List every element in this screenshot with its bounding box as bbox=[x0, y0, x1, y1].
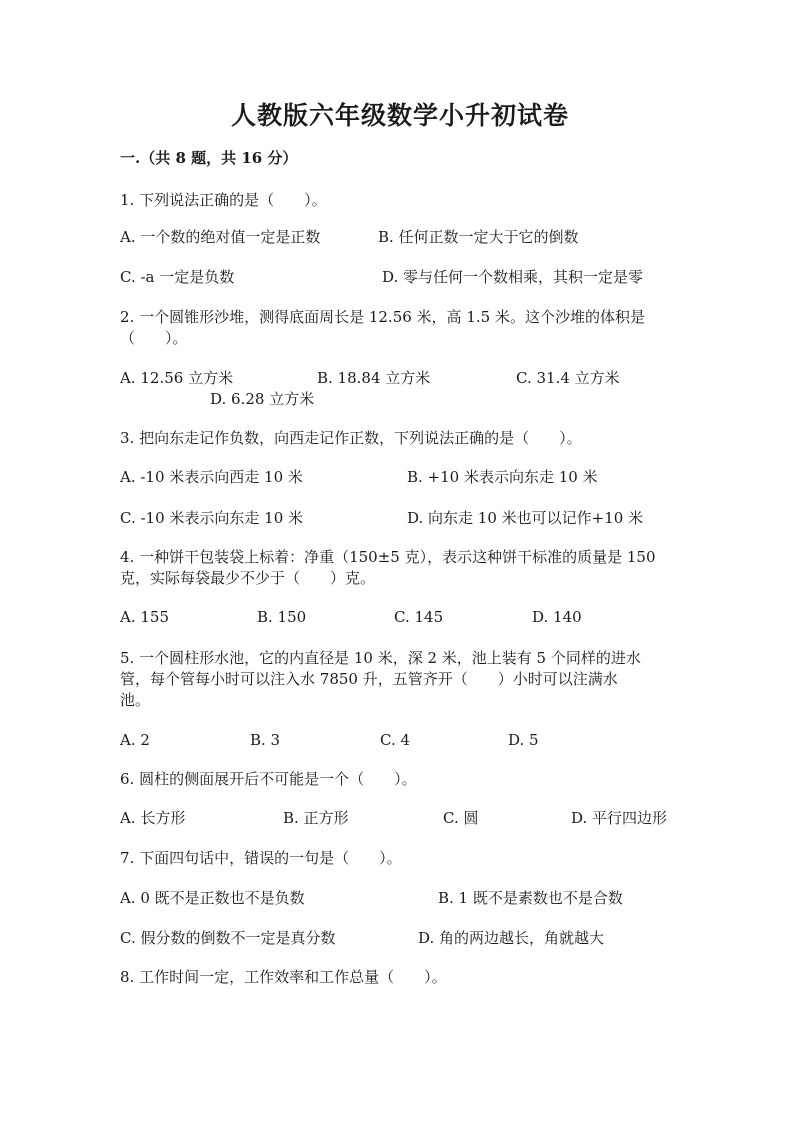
question-3-option-a: A. -10 米表示向西走 10 米 bbox=[120, 468, 303, 486]
question-8-stem: 8. 工作时间一定，工作效率和工作总量（ ）。 bbox=[120, 968, 447, 986]
question-1-option-a: A. 一个数的绝对值一定是正数 bbox=[120, 228, 321, 246]
question-2-option-a: A. 12.56 立方米 bbox=[120, 369, 234, 387]
question-4-stem-line-2: 克，实际每袋最少不少于（ ）克。 bbox=[120, 569, 376, 587]
question-7-option-c: C. 假分数的倒数不一定是真分数 bbox=[120, 929, 336, 947]
question-5-stem-line-2: 管，每个管每小时可以注入水 7850 升，五管齐开（ ）小时可以注满水 bbox=[120, 670, 618, 688]
question-3-option-d: D. 向东走 10 米也可以记作+10 米 bbox=[407, 509, 644, 527]
question-4-option-d: D. 140 bbox=[532, 608, 582, 626]
question-1-option-c: C. -a 一定是负数 bbox=[120, 268, 235, 286]
question-4-option-b: B. 150 bbox=[257, 608, 307, 626]
question-5-option-d: D. 5 bbox=[508, 731, 539, 749]
question-4-stem-line-1: 4. 一种饼干包装袋上标着：净重（150±5 克），表示这种饼干标准的质量是 150 bbox=[120, 548, 656, 566]
page-title: 人教版六年级数学小升初试卷 bbox=[230, 101, 569, 130]
question-2-stem-line-1: 2. 一个圆锥形沙堆，测得底面周长是 12.56 米，高 1.5 米。这个沙堆的体积是 bbox=[120, 308, 645, 326]
question-4-option-c: C. 145 bbox=[394, 608, 444, 626]
question-7-option-d: D. 角的两边越长，角就越大 bbox=[418, 929, 605, 947]
section-heading: 一.（共 8 题，共 16 分） bbox=[120, 149, 298, 167]
question-6-option-d: D. 平行四边形 bbox=[571, 809, 668, 827]
question-2-option-b: B. 18.84 立方米 bbox=[317, 369, 431, 387]
question-7-stem: 7. 下面四句话中，错误的一句是（ ）。 bbox=[120, 849, 402, 867]
question-5-stem-line-1: 5. 一个圆柱形水池，它的内直径是 10 米，深 2 米，池上装有 5 个同样的进水 bbox=[120, 649, 641, 667]
question-5-stem-line-3: 池。 bbox=[120, 691, 151, 709]
question-2-option-d: D. 6.28 立方米 bbox=[210, 390, 315, 408]
question-6-option-a: A. 长方形 bbox=[120, 809, 186, 827]
question-3-stem: 3. 把向东走记作负数，向西走记作正数，下列说法正确的是（ ）。 bbox=[120, 429, 582, 447]
question-1-option-b: B. 任何正数一定大于它的倒数 bbox=[378, 228, 579, 246]
question-2-option-c: C. 31.4 立方米 bbox=[516, 369, 620, 387]
question-3-option-c: C. -10 米表示向东走 10 米 bbox=[120, 509, 304, 527]
question-5-option-c: C. 4 bbox=[380, 731, 411, 749]
question-5-option-b: B. 3 bbox=[250, 731, 281, 749]
question-2-stem-line-2: （ ）。 bbox=[120, 329, 188, 347]
question-7-option-a: A. 0 既不是正数也不是负数 bbox=[120, 889, 305, 907]
question-4-option-a: A. 155 bbox=[120, 608, 169, 626]
question-1-stem: 1. 下列说法正确的是（ ）。 bbox=[120, 191, 327, 209]
question-6-option-c: C. 圆 bbox=[443, 809, 479, 827]
question-6-option-b: B. 正方形 bbox=[283, 809, 349, 827]
question-7-option-b: B. 1 既不是素数也不是合数 bbox=[438, 889, 623, 907]
question-3-option-b: B. +10 米表示向东走 10 米 bbox=[407, 468, 598, 486]
question-5-option-a: A. 2 bbox=[120, 731, 150, 749]
question-1-option-d: D. 零与任何一个数相乘，其积一定是零 bbox=[382, 268, 644, 286]
question-6-stem: 6. 圆柱的侧面展开后不可能是一个（ ）。 bbox=[120, 770, 417, 788]
